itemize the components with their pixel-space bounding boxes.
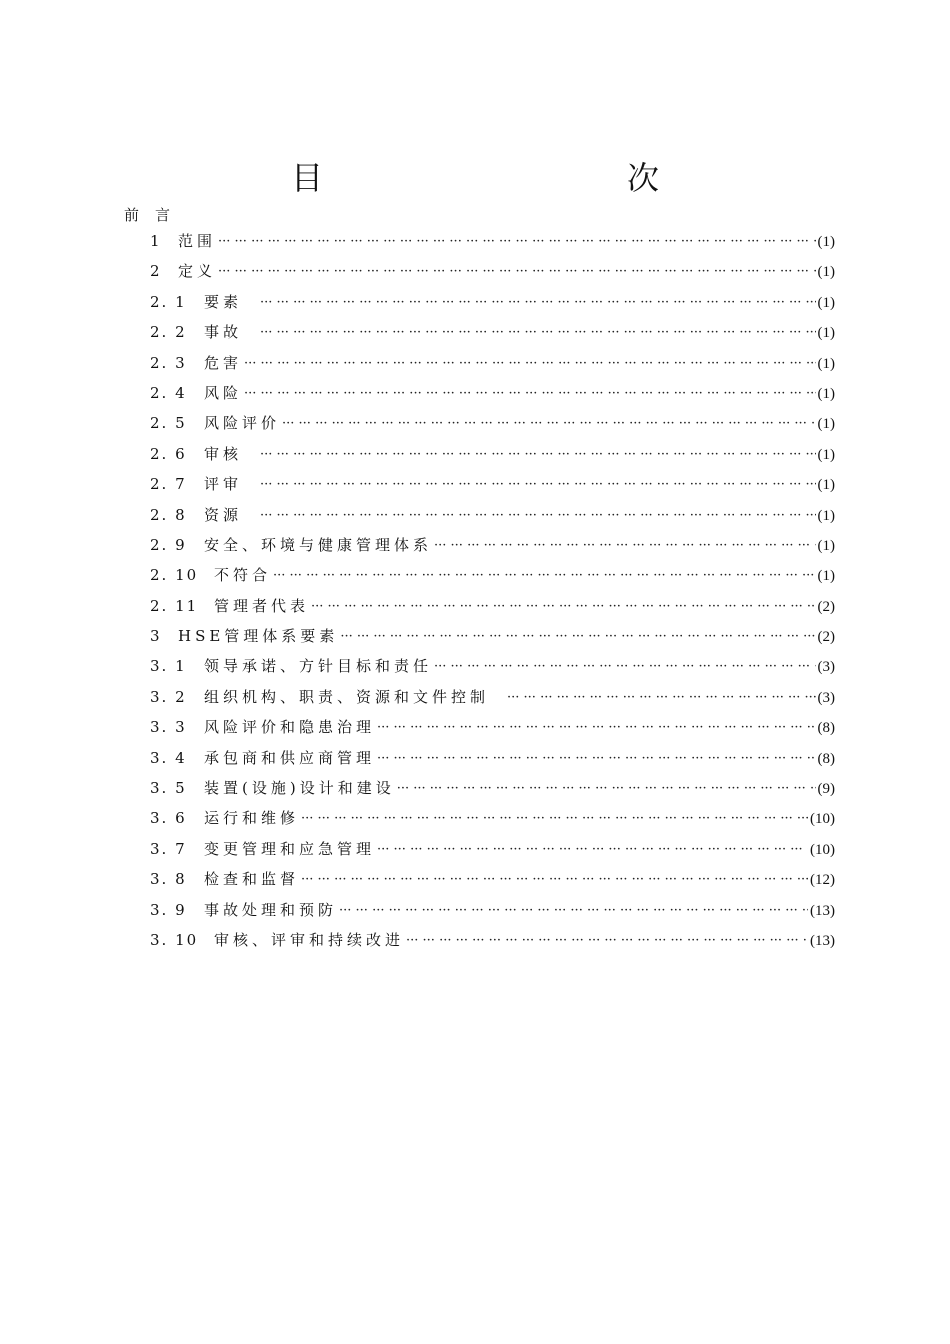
toc-leader-dots bbox=[301, 872, 808, 887]
toc-entry-page: (13) bbox=[810, 932, 835, 949]
toc-leader-dots bbox=[244, 386, 815, 401]
toc-entry-number: 3. 3 bbox=[150, 718, 187, 737]
toc-entry-number: 3. 4 bbox=[150, 748, 187, 767]
toc-entry-title: 变更管理和应急管理 bbox=[204, 839, 376, 858]
toc-entry-number: 3. 10 bbox=[150, 930, 199, 949]
toc-entry[interactable] bbox=[150, 899, 835, 929]
toc-entry-number: 2. 6 bbox=[150, 444, 187, 463]
toc-entry-title: 检查和监督 bbox=[204, 870, 300, 889]
toc-entry-title: 管理者代表 bbox=[214, 596, 310, 615]
toc-leader-dots bbox=[311, 599, 815, 614]
toc-entry-title: 不符合 bbox=[214, 566, 272, 585]
toc-leader-dots bbox=[260, 477, 815, 492]
toc-entry-number: 2. 4 bbox=[150, 383, 187, 402]
toc-entry-title: 领导承诺、方针目标和责任 bbox=[204, 657, 433, 676]
toc-entry-number: 3. 5 bbox=[150, 779, 187, 798]
toc-leader-dots bbox=[282, 416, 815, 431]
toc-entry-page: (1) bbox=[817, 234, 835, 250]
toc-leader-dots bbox=[340, 629, 815, 644]
toc-entry-title: 风险评价和隐患治理 bbox=[204, 718, 376, 737]
toc-entry-title: 定义 bbox=[178, 262, 217, 281]
toc-entry[interactable] bbox=[150, 291, 835, 321]
toc-entry[interactable] bbox=[150, 595, 835, 625]
toc-leader-dots bbox=[260, 295, 815, 310]
toc-entry[interactable] bbox=[150, 321, 835, 351]
toc-entry-page: (10) bbox=[810, 841, 835, 858]
toc-leader-dots bbox=[218, 234, 815, 249]
toc-entry-number: 1 bbox=[150, 232, 162, 250]
toc-leader-dots bbox=[244, 356, 815, 371]
toc-entry[interactable] bbox=[150, 838, 835, 868]
toc-entry-title: 评审 bbox=[204, 475, 243, 494]
toc-entry[interactable] bbox=[150, 260, 835, 290]
toc-entry-page: (8) bbox=[817, 720, 835, 737]
toc-entry-page: (1) bbox=[817, 416, 835, 433]
toc-entry-page: (8) bbox=[817, 750, 835, 767]
toc-entry-page: (3) bbox=[817, 689, 835, 706]
toc-entry-number: 2. 1 bbox=[150, 292, 187, 311]
toc-leader-dots bbox=[397, 781, 816, 796]
toc-entry-number: 2. 8 bbox=[150, 505, 187, 524]
toc-entry[interactable] bbox=[150, 807, 835, 837]
toc-entry-number: 2. 7 bbox=[150, 475, 187, 494]
toc-leader-dots bbox=[339, 903, 808, 918]
toc-entry-page: (1) bbox=[817, 355, 835, 372]
toc-entry[interactable] bbox=[150, 716, 835, 746]
toc-entry[interactable] bbox=[150, 230, 835, 260]
toc-entry-number: 3. 7 bbox=[150, 839, 187, 858]
toc-entry[interactable] bbox=[150, 686, 835, 716]
toc-entry-title: 范围 bbox=[178, 232, 217, 250]
toc-entry-page: (10) bbox=[810, 811, 835, 828]
toc-entry-title: 审核、评审和持续改进 bbox=[214, 930, 405, 949]
toc-entry-title: 风险评价 bbox=[204, 414, 281, 433]
toc-leader-dots bbox=[434, 659, 815, 674]
toc-entry[interactable] bbox=[150, 443, 835, 473]
toc-leader-dots bbox=[377, 720, 815, 735]
toc-entry-page: (1) bbox=[817, 385, 835, 402]
table-of-contents bbox=[150, 230, 835, 959]
toc-entry-title: 危害 bbox=[204, 353, 243, 372]
toc-entry-page: (2) bbox=[817, 629, 835, 646]
toc-entry[interactable] bbox=[150, 747, 835, 777]
toc-entry-number: 3. 8 bbox=[150, 870, 187, 889]
toc-leader-dots bbox=[434, 538, 815, 553]
toc-leader-dots bbox=[260, 447, 815, 462]
toc-entry-title: 风险 bbox=[204, 383, 243, 402]
toc-entry-number: 2. 9 bbox=[150, 535, 187, 554]
toc-entry-title: 事故处理和预防 bbox=[204, 900, 338, 919]
toc-entry-page: (13) bbox=[810, 902, 835, 919]
toc-entry-page: (1) bbox=[817, 325, 835, 342]
toc-entry-title: 审核 bbox=[204, 444, 243, 463]
toc-entry-title: 装置(设施)设计和建设 bbox=[204, 779, 395, 798]
toc-entry-page: (1) bbox=[817, 264, 835, 281]
toc-entry[interactable] bbox=[150, 473, 835, 503]
toc-leader-dots bbox=[406, 933, 808, 948]
toc-entry-page: (1) bbox=[817, 507, 835, 524]
toc-leader-dots bbox=[260, 508, 815, 523]
toc-leader-dots bbox=[218, 264, 815, 279]
toc-entry[interactable] bbox=[150, 929, 835, 959]
toc-entry-title: 资源 bbox=[204, 505, 243, 524]
toc-entry-number: 3. 6 bbox=[150, 809, 187, 828]
toc-entry-number: 2. 10 bbox=[150, 566, 199, 585]
toc-entry-title: 运行和维修 bbox=[204, 809, 300, 828]
toc-entry[interactable] bbox=[150, 412, 835, 442]
toc-entry[interactable] bbox=[150, 534, 835, 564]
toc-entry[interactable] bbox=[150, 352, 835, 382]
toc-entry-page: (1) bbox=[817, 537, 835, 554]
toc-leader-dots bbox=[377, 842, 808, 857]
toc-entry[interactable] bbox=[150, 777, 835, 807]
toc-entry-number: 3. 1 bbox=[150, 657, 187, 676]
toc-entry-title: HSE管理体系要素 bbox=[178, 627, 339, 646]
toc-entry-page: (1) bbox=[817, 568, 835, 585]
toc-leader-dots bbox=[507, 690, 815, 705]
toc-entry-number: 2 bbox=[150, 262, 162, 281]
toc-entry-page: (2) bbox=[817, 598, 835, 615]
toc-entry-number: 3 bbox=[150, 627, 162, 646]
toc-entry-title: 组织机构、职责、资源和文件控制 bbox=[204, 687, 490, 706]
toc-preface: 前言 bbox=[124, 206, 187, 224]
toc-leader-dots bbox=[377, 751, 815, 766]
toc-entry-page: (1) bbox=[817, 294, 835, 311]
toc-entry-title: 要素 bbox=[204, 292, 243, 311]
toc-entry-page: (3) bbox=[817, 659, 835, 676]
toc-leader-dots bbox=[260, 325, 815, 340]
toc-entry-page: (1) bbox=[817, 477, 835, 494]
toc-entry-number: 3. 9 bbox=[150, 900, 187, 919]
toc-entry[interactable] bbox=[150, 504, 835, 534]
page-title: 目 次 bbox=[290, 159, 739, 198]
toc-entry-number: 2. 5 bbox=[150, 414, 187, 433]
toc-entry[interactable] bbox=[150, 868, 835, 898]
toc-entry-number: 2. 3 bbox=[150, 353, 187, 372]
toc-entry-number: 2. 11 bbox=[150, 596, 199, 615]
toc-leader-dots bbox=[273, 568, 815, 583]
toc-entry[interactable] bbox=[150, 625, 835, 655]
toc-entry[interactable] bbox=[150, 564, 835, 594]
toc-entry-number: 3. 2 bbox=[150, 687, 187, 706]
toc-entry[interactable] bbox=[150, 655, 835, 685]
toc-entry-page: (9) bbox=[817, 781, 835, 798]
toc-entry-page: (12) bbox=[810, 872, 835, 889]
toc-entry-page: (1) bbox=[817, 446, 835, 463]
toc-entry-number: 2. 2 bbox=[150, 323, 187, 342]
toc-entry-title: 安全、环境与健康管理体系 bbox=[204, 535, 433, 554]
toc-entry-title: 承包商和供应商管理 bbox=[204, 748, 376, 767]
toc-leader-dots bbox=[301, 811, 808, 826]
toc-entry[interactable] bbox=[150, 382, 835, 412]
toc-entry-title: 事故 bbox=[204, 323, 243, 342]
